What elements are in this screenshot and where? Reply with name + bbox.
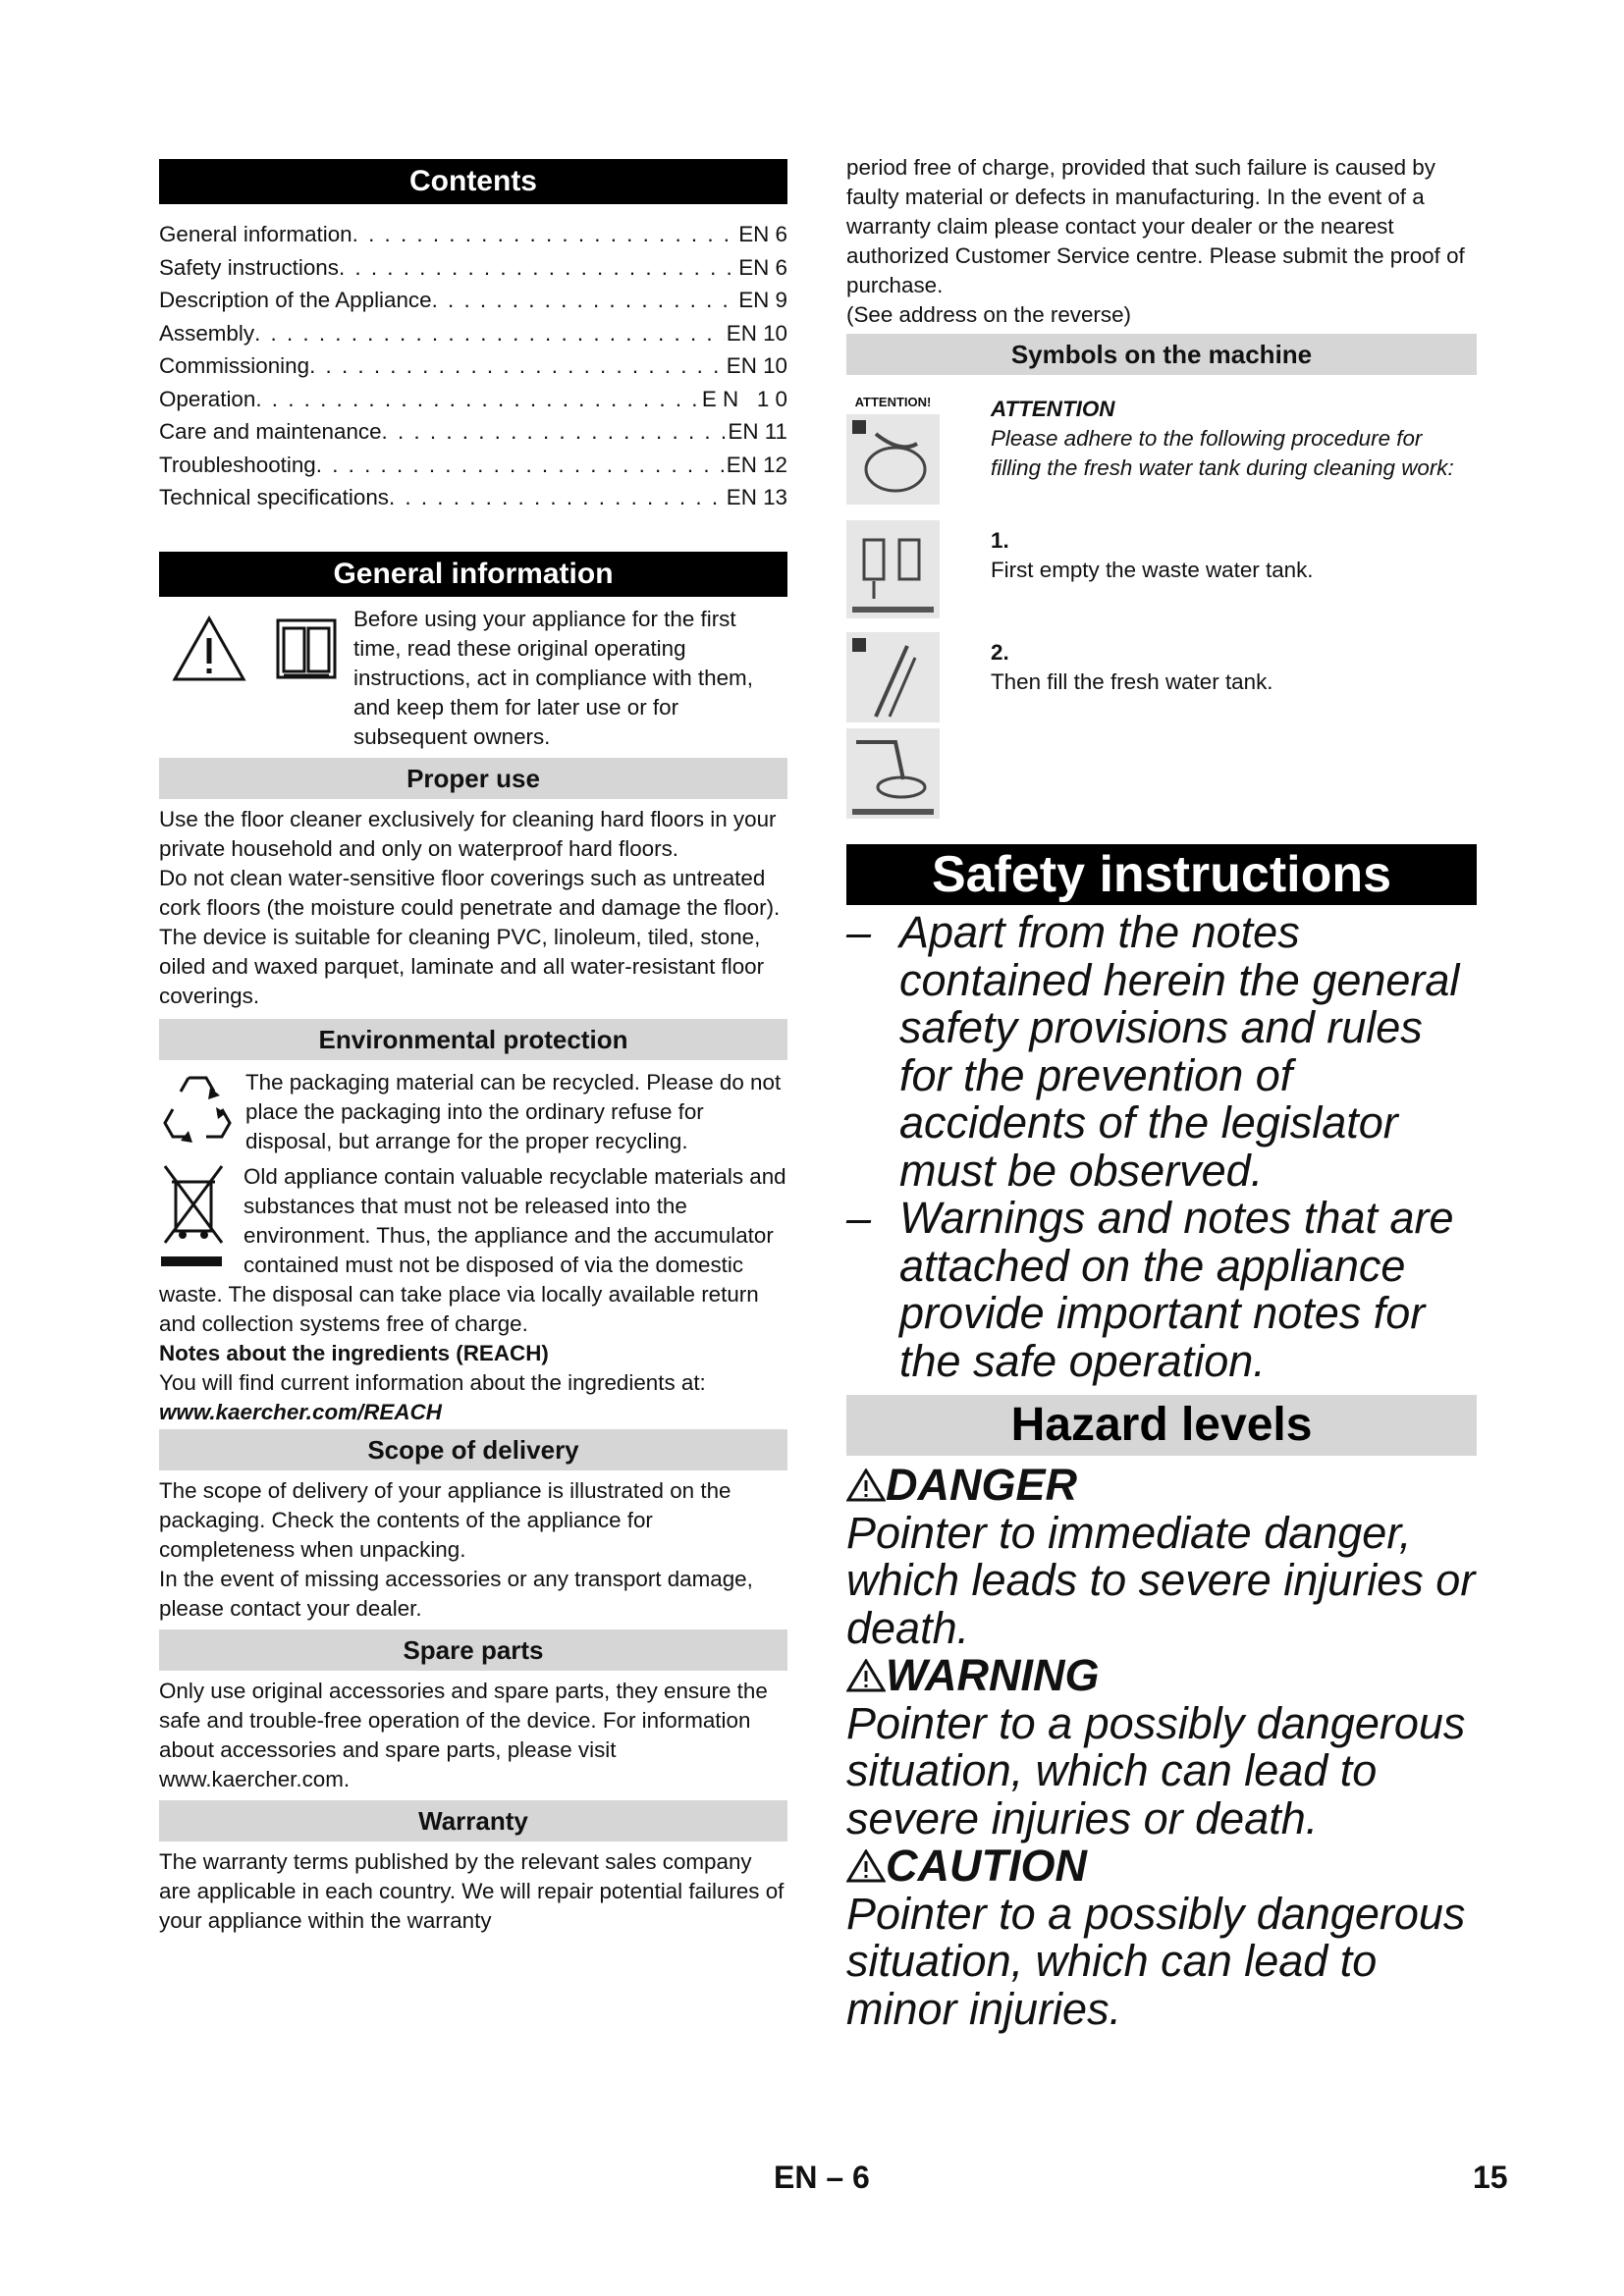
warning-triangle-icon xyxy=(172,614,246,683)
safety-list xyxy=(846,909,1477,1385)
contents-heading: Contents xyxy=(159,159,787,204)
environmental-protection-heading: Environmental protection xyxy=(159,1019,787,1060)
danger-text: Pointer to immediate danger, which leads to severe injuries or death. xyxy=(846,1507,1476,1653)
attention-label: ATTENTION xyxy=(991,397,1115,421)
attention-text-block xyxy=(991,395,1477,505)
page-footer-label: EN – 6 xyxy=(774,2160,870,2195)
attention-pictogram xyxy=(846,395,940,505)
page-number: 15 xyxy=(1473,2160,1508,2195)
proper-use-p3: The device is suitable for cleaning PVC, linoleum, tiled, stone, oiled and waxed parquet, laminate and all water-resistant floor coverings. xyxy=(159,924,765,1008)
recycling-block xyxy=(159,1068,787,1156)
warranty-p3: (See address on the reverse) xyxy=(846,302,1131,327)
warning-triangle-icon xyxy=(846,1659,886,1692)
warning-label: WARNING xyxy=(846,1652,1477,1700)
manual-book-icon xyxy=(272,614,341,683)
toc-entry[interactable]: General information . . . EN 6 xyxy=(159,218,787,251)
caution-label: CAUTION xyxy=(846,1842,1477,1891)
step2-number: 2. xyxy=(991,640,1009,665)
hazard-danger xyxy=(846,1462,1477,1652)
toc-entry[interactable]: Troubleshooting . . . EN 12 xyxy=(159,449,787,482)
step1-row xyxy=(846,520,1477,618)
safety-item: – Apart from the notes contained herein the general safety provisions and rules for the prevention of accidents of the legislator must be observed. xyxy=(846,909,1477,1195)
danger-label: DANGER xyxy=(846,1462,1477,1510)
scope-p1: The scope of delivery of your appliance is illustrated on the packaging. Check the contents of the appliance for completeness when unpacking. xyxy=(159,1477,731,1562)
step2-text-block xyxy=(991,632,1477,819)
warning-triangle-icon xyxy=(846,1468,886,1502)
empty-tank-icon xyxy=(846,414,940,505)
safety-instructions-heading: Safety instructions xyxy=(846,844,1477,905)
recycling-text: The packaging material can be recycled. Please do not place the packaging into the ordinary refuse for disposal, but arrange for the proper recycling. xyxy=(245,1069,782,1153)
general-info-text: Before using your appliance for the first time, read these original operating instructions, act in compliance with them, and keep them for later use or for subsequent owners. xyxy=(353,606,753,749)
symbols-heading: Symbols on the machine xyxy=(846,334,1477,375)
toc-entry[interactable]: Assembly . . . EN 10 xyxy=(159,317,787,350)
step2-row xyxy=(846,632,1477,819)
safety-item-text: Warnings and notes that are attached on the appliance provide important notes for the safe operation. xyxy=(899,1193,1454,1386)
step1-pictogram xyxy=(846,520,940,618)
warning-triangle-icon xyxy=(846,1849,886,1883)
general-info-icons xyxy=(159,605,353,752)
reach-text: You will find current information about the ingredients at: xyxy=(159,1369,706,1395)
toc-entry[interactable]: Commissioning . . . EN 10 xyxy=(159,349,787,383)
warranty-p2: period free of charge, provided that such failure is caused by faulty material or defects in manufacturing. In the event of a warranty claim please contact your dealer or the nearest authorized Customer Service centre. Please submit the proof of purchase. xyxy=(846,155,1465,297)
left-column xyxy=(159,159,787,1936)
hazard-levels-heading: Hazard levels xyxy=(846,1395,1477,1456)
right-column xyxy=(846,153,1477,2033)
toc-entry[interactable]: Care and maintenance . . . EN 11 xyxy=(159,415,787,449)
step1-text-block xyxy=(991,520,1477,618)
reach-heading: Notes about the ingredients (REACH) xyxy=(159,1340,549,1365)
spare-parts-heading: Spare parts xyxy=(159,1629,787,1671)
spare-parts-text: Only use original accessories and spare parts, they ensure the safe and trouble-free operation of the device. For information about accessories and spare parts, please visit www.kaercher.com. xyxy=(159,1678,768,1791)
reach-link[interactable]: www.kaercher.com/REACH xyxy=(159,1399,442,1424)
warranty-p1: The warranty terms published by the relevant sales company are applicable in each country. We will repair potential failures of your appliance within the warranty xyxy=(159,1848,785,1933)
step2-text: Then fill the fresh water tank. xyxy=(991,669,1273,694)
toc-entry[interactable]: Safety instructions . . . EN 6 xyxy=(159,251,787,285)
step2-pictogram xyxy=(846,632,940,819)
hazard-warning xyxy=(846,1652,1477,1842)
recycling-icon xyxy=(159,1070,236,1145)
warning-text: Pointer to a possibly dangerous situation, which can lead to severe injuries or death. xyxy=(846,1697,1466,1843)
attention-image-label: ATTENTION! xyxy=(854,395,932,409)
general-info-heading: General information xyxy=(159,552,787,597)
proper-use-heading: Proper use xyxy=(159,758,787,799)
toc-entry[interactable]: Operation . . . E N 1 0 xyxy=(159,383,787,416)
safety-item-text: Apart from the notes contained herein the general safety provisions and rules for the prevention of accidents of the legislator must be observed. xyxy=(899,907,1460,1196)
safety-item: – Warnings and notes that are attached on the appliance provide important notes for the safe operation. xyxy=(846,1195,1477,1385)
attention-row xyxy=(846,395,1477,505)
toc-entry[interactable]: Description of the Appliance . . . EN 9 xyxy=(159,284,787,317)
attention-text: Please adhere to the following procedure for filling the fresh water tank during cleaning work: xyxy=(991,426,1454,480)
scope-p2: In the event of missing accessories or any transport damage, please contact your dealer. xyxy=(159,1566,753,1621)
disposal-text: Old appliance contain valuable recyclable materials and substances that must not be released into the environment. Thus, the appliance and the accumulator contained must not be disposed of via the domestic waste. The disposal can take place via locally available return and collection systems free of charge. xyxy=(159,1163,786,1336)
step1-text: First empty the waste water tank. xyxy=(991,558,1314,582)
toc-entry[interactable]: Technical specifications . . . EN 13 xyxy=(159,481,787,514)
step1-number: 1. xyxy=(991,528,1009,553)
proper-use-p2: Do not clean water-sensitive floor coverings such as untreated cork floors (the moisture could penetrate and damage the floor). xyxy=(159,865,781,920)
proper-use-p1: Use the floor cleaner exclusively for cleaning hard floors in your private household and only on waterproof hard floors. xyxy=(159,806,777,861)
caution-text: Pointer to a possibly dangerous situation, which can lead to minor injuries. xyxy=(846,1888,1466,2034)
hazard-caution xyxy=(846,1842,1477,2033)
disposal-block xyxy=(159,1162,787,1339)
general-info-block xyxy=(159,605,787,752)
crossed-bin-icon xyxy=(159,1162,228,1268)
warranty-heading: Warranty xyxy=(159,1800,787,1842)
empty-waste-tank-icon xyxy=(846,520,940,618)
contents-list xyxy=(159,218,787,514)
scope-of-delivery-heading: Scope of delivery xyxy=(159,1429,787,1470)
fill-fresh-tank-icon xyxy=(846,632,940,819)
